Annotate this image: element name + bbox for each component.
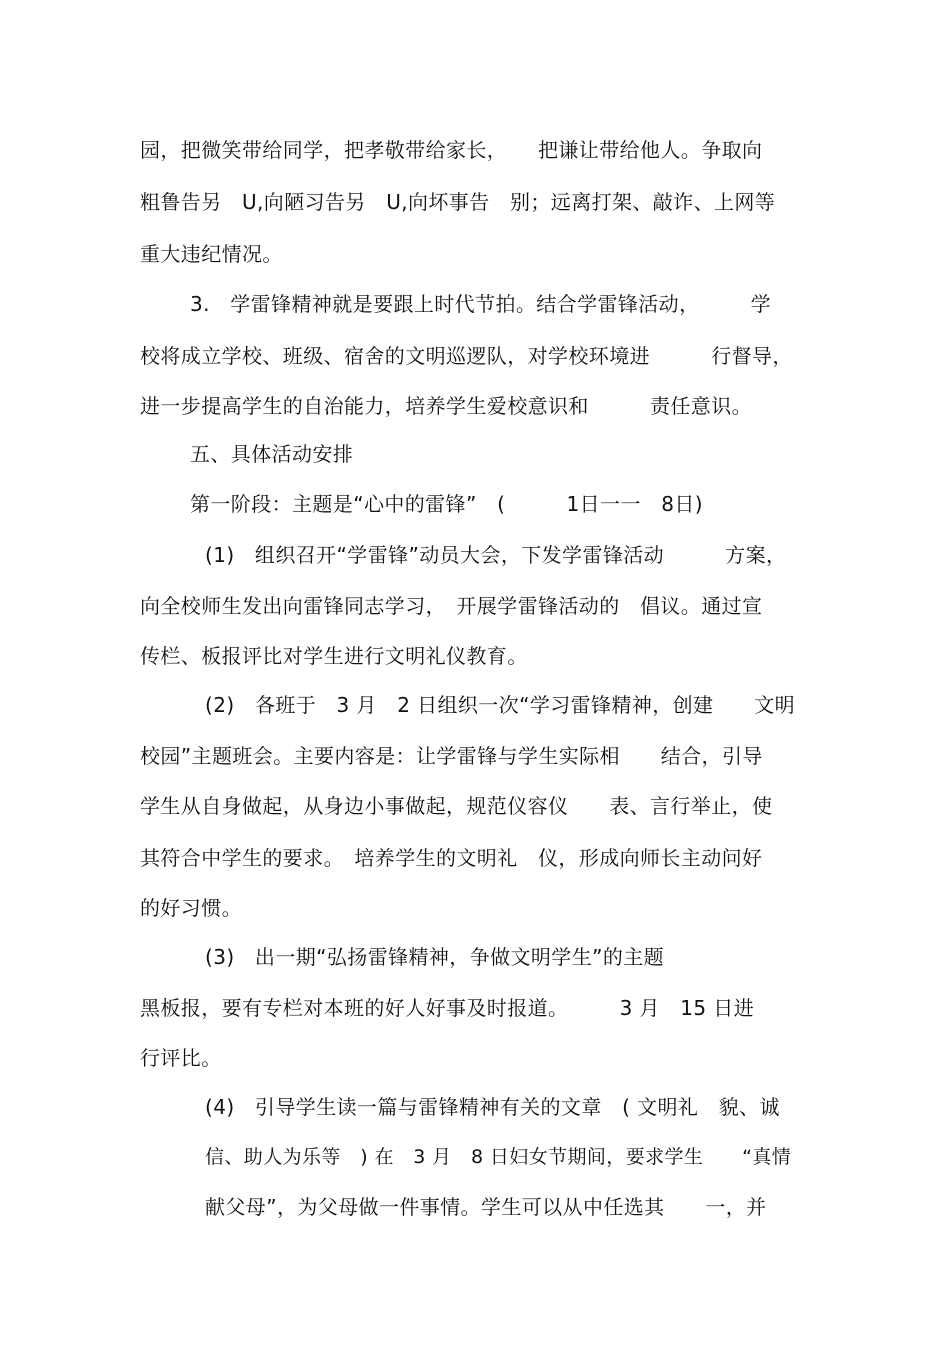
text-line: 进一步提高学生的自治能力，培养学生爱校意识和 责任意识。 [140,394,752,418]
text-line: 重大违纪情况。 [140,242,283,266]
text-line: 献父母”，为父母做一件事情。学生可以从中任选其 一，并 [205,1195,767,1219]
text-line: 的好习惯。 [140,896,242,920]
text-line: 学生从自身做起，从身边小事做起，规范仪容仪 表、言行举止，使 [140,794,773,818]
text-line: 向全校师生发出向雷锋同志学习， 开展学雷锋活动的 倡议。通过宣 [140,594,763,618]
text-line: 传栏、板报评比对学生进行文明礼仪教育。 [140,644,528,668]
text-line: 其符合中学生的要求。 培养学生的文明礼 仪，形成向师长主动问好 [140,846,763,870]
text-line: (2) 各班于 3 月 2 日组织一次“学习雷锋精神，创建 文明 [205,693,796,717]
text-line: (3) 出一期“弘扬雷锋精神，争做文明学生”的主题 [205,945,665,969]
text-line: 3. 学雷锋精神就是要跟上时代节拍。结合学雷锋活动， 学 [190,292,772,316]
text-line: 第一阶段：主题是“心中的雷锋” ( 1日一一 8日) [190,492,703,516]
text-line: 校园”主题班会。主要内容是：让学雷锋与学生实际相 结合，引导 [140,744,763,768]
text-line: 黑板报，要有专栏对本班的好人好事及时报道。 3 月 15 日进 [140,996,755,1020]
text-line: 信、助人为乐等 ) 在 3 月 8 日妇女节期间，要求学生 “真情 [205,1146,792,1168]
text-line: 校将成立学校、班级、宿舍的文明巡逻队，对学校环境进 行督导， [140,344,793,368]
text-line: (4) 引导学生读一篇与雷锋精神有关的文章 ( 文明礼 貌、诚 [205,1095,780,1119]
text-line: 粗鲁告另 U,向陋习告另 U,向坏事告 别；远离打架、敲诈、上网等 [140,190,776,214]
text-line: (1) 组织召开“学雷锋”动员大会，下发学雷锋活动 方案， [205,543,787,567]
text-line: 园，把微笑带给同学，把孝敬带给家长， 把谦让带给他人。争取向 [140,138,763,162]
section-heading: 五、具体活动安排 [190,442,354,466]
text-line: 行评比。 [140,1046,222,1070]
